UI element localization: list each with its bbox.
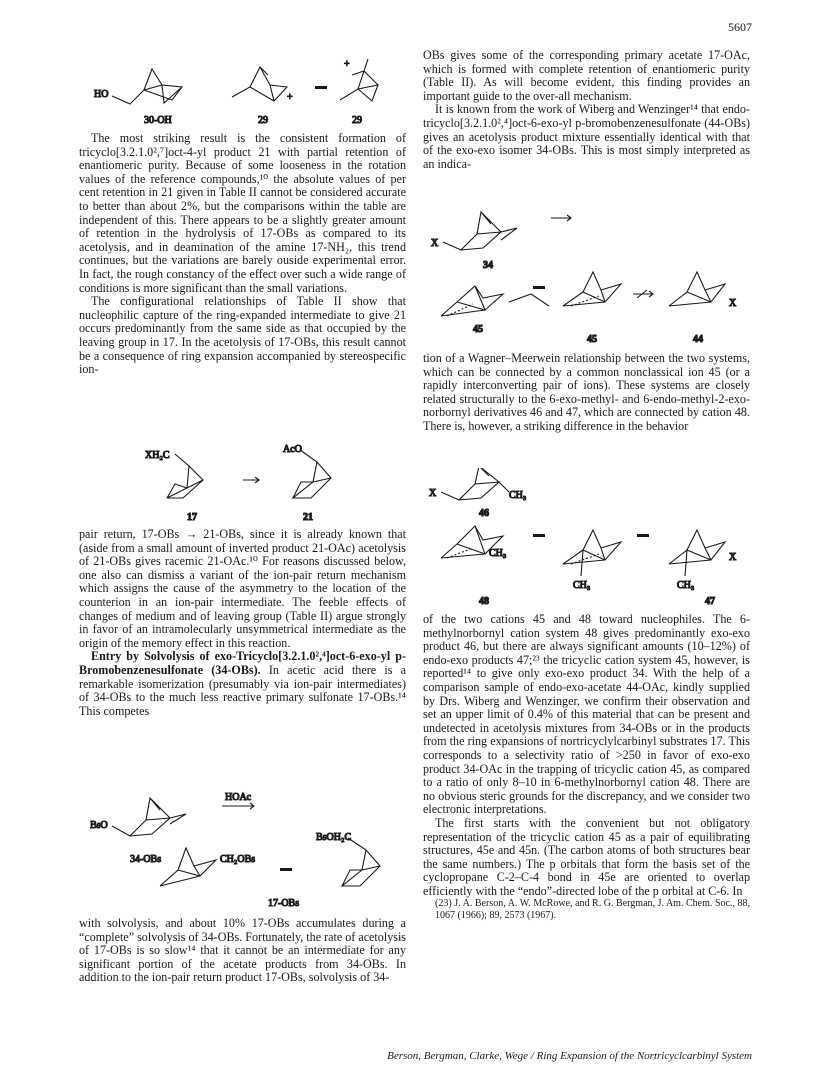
left-paragraph-4: Entry by Solvolysis of exo-Tricyclo[3.2.1.0²,⁴]oct-6-exo-yl p-Bromobenzenesulfonate (34-OBs). In acetic acid there is a remarkable isomerization (presumably via ion-pair intermediates) of 34-OBs to the much less reactive primary sulfonate 17-OBs.¹⁴ This competes [79, 649, 406, 718]
equilibrium-arrow-2 [280, 868, 292, 871]
equilibrium-arrow [315, 86, 327, 89]
page-number: 5607 [728, 20, 752, 34]
right-column [423, 49, 750, 171]
plus-b: + [344, 59, 350, 70]
label-47: 47 [705, 596, 715, 607]
xh2c-label: XH₂C [145, 450, 170, 461]
label-34: 34 [483, 260, 493, 271]
ho-label: HO [94, 89, 109, 100]
label-45b: 45 [587, 334, 597, 345]
right-paragraph-4: of the two cations 45 and 48 toward nucleophiles. The 6-methylnorbornyl cation system 48 gives predominantly exo-exo product 46, but there are always significant amounts (10–12%) of endo-exo products 47;²³ the tricyclic cation system 45, however, is reported¹⁴ to give only exo-exo product 34. With the help of a comparison sample of endo-exo-acetate 44-OAc, kindly supplied by Drs. Wiberg and Wenzinger, we confirm their observation and set an upper limit of 0.4% of this material that can be present and undetected in acetolysis mixtures from 34-OBs or in the products from the ring expansions of nortricyclylcarbinyl substrates 17. This corresponds to a selectivity ratio of >250 in favor of exo-exo product 34-OAc in the trapping of tricyclic cation 45, as compared to a ratio of only 8–10 in 6-methylnorbornyl cation 48. There are no obvious steric grounds for the discrepancy, and we consider two electronic interpretations. [423, 612, 750, 817]
section-heading: Entry by Solvolysis of exo-Tricyclo[3.2.1.0²,⁴]oct-6-exo-yl p-Bromobenzenesulfonate (34-OBs). [79, 649, 406, 677]
bsoh2c-label: BsOH₂C [316, 832, 352, 843]
label-34obs: 34-OBs [130, 854, 162, 865]
label-29b: 29 [352, 115, 362, 125]
ch3-label-c: CH₃ [573, 580, 591, 591]
ch3-label-d: CH₃ [677, 580, 695, 591]
x-label-3: X [429, 488, 437, 499]
right-paragraph-1: OBs gives some of the corresponding primary acetate 17-OAc, which is formed with complete retention of enantiomeric purity (Table II). As will become evident, this finding provides an important guide to the over-all mechanism. [423, 48, 750, 103]
right-paragraph-2: It is known from the work of Wiberg and Wenzinger¹⁴ that endo-tricyclo[3.2.1.0²,⁴]oct-6-exo-yl p-bromobenzenesulfonate (44-OBs) gives an acetolysis product mixture essentially identical with that of the exo-exo isomer 34-OBs. This is most simply interpreted as an indica- [423, 102, 750, 171]
right-column-lower [423, 613, 750, 922]
scheme-34obs-17obs [90, 778, 410, 908]
label-30oh: 30-OH [144, 115, 172, 125]
left-paragraph-5: with solvolysis, and about 10% 17-OBs accumulates during a “complete” solvolysis of 34-OBs. Fortunately, the rate of acetolysis of 17-OBs is so slow¹⁴ that it cannot be an intermediate for any significant portion of the acetate products from 34-OBs. In addition to the ion-pair return product 17-OBs, solvolysis of 34- [79, 916, 407, 985]
label-17: 17 [187, 512, 197, 523]
left-column-bottom [79, 917, 406, 985]
bso-label: BsO [90, 820, 108, 831]
scheme-46-48-47 [423, 468, 753, 618]
right-column-mid [423, 352, 750, 434]
label-17obs: 17-OBs [268, 898, 300, 908]
label-45a: 45 [473, 324, 483, 335]
x-label: X [431, 238, 439, 249]
aco-label: AcO [283, 444, 302, 455]
ch3-label-b: CH₃ [489, 548, 507, 559]
running-footer: Berson, Bergman, Clarke, Wege / Ring Expansion of the Nortricyclcarbinyl System [387, 1050, 752, 1062]
left-paragraph-2: The configurational relationships of Table II show that nucleophilic capture of the ring-expanded intermediate to give 21 occurs predominantly from the same side as that occupied by the leaving group in 17. In the acetolysis of 17-OBs, this result cannot be a consequence of ring expansion accompanied by stereospecific ion- [79, 294, 406, 377]
scheme-30oh-29 [82, 55, 407, 125]
label-48: 48 [479, 596, 489, 607]
label-44: 44 [693, 334, 703, 345]
x-label-4: X [729, 552, 737, 563]
label-46: 46 [479, 508, 489, 519]
footnote-23: (23) J. A. Berson, A. W. McRowe, and R. G. Bergman, J. Am. Chem. Soc., 88, 1067 (1966); 89, 2573 (1967). [435, 898, 750, 922]
left-paragraph-1: The most striking result is the consistent formation of tricyclo[3.2.1.0²,⁷]oct-4-yl product 21 with partial retention of enantiomeric purity. Because of some looseness in the rotation values of the reference compounds,¹⁰ the absolute values of per cent retention in 21 given in Table II cannot be considered accurate to better than about 2%, but the comparisons within the table are independent of this. There appears to be a slightly greater amount of retention in the hydrolysis of 17-OBs as compared to its acetolysis, and in deamination of the amine 17-NH₂, this trend continues, but the variations are barely ouside experimental error. In fact, the rough constancy of the effect over such a wide range of conditions is more significant than the small variations. [79, 131, 406, 295]
right-paragraph-3: tion of a Wagner–Meerwein relationship between the two systems, which can be connected by a common nonclassical ion 45 (or a rapidly interconverting pair of ions). These systems are closely related structurally to the 6-exo-methyl- and 6-endo-methyl-2-exo-norbornyl derivatives 46 and 47, which are connected by cation 48. There is, however, a striking difference in the behavior [423, 351, 750, 433]
plus-a: + [287, 92, 293, 103]
ch3-label: CH₃ [509, 490, 527, 501]
right-paragraph-5: The first starts with the convenient but not obligatory representation of the tricyclic cation 45 as a pair of equilibrating structures, 45e and 45n. (The carbon atoms of both structures bear the same numbers.) The p orbitals that form the basis set of the cyclopropane C-2–C-4 bond in 45e are oriented to overlap efficiently with the “endo”-directed lobe of the p orbital at C-6. In [423, 815, 750, 898]
label-21: 21 [303, 512, 313, 523]
scheme-17-21 [145, 440, 365, 525]
ch2obs-label: CH₂OBs [220, 854, 256, 865]
hoac-label: HOAc [225, 792, 252, 803]
x-label-2: X [729, 298, 737, 309]
left-column-lower [79, 528, 406, 718]
scheme-34-45-44 [423, 198, 753, 348]
left-column [79, 132, 406, 377]
label-29a: 29 [258, 115, 268, 125]
left-paragraph-3: pair return, 17-OBs → 21-OBs, since it is already known that (aside from a small amount of inverted product 21-OAc) acetolysis of 21-OBs gives racemic 21-OAc.¹⁰ For reasons discussed below, one also can dismiss a variant of the ion-pair return mechanism which assigns the cause of the asymmetry to the location of the counterion in an ion-pair intermediate. The feeble effects of changes of medium and of leaving group (Table II) argue strongly in favor of an intramolecularly unsymmetrical intermediate as the origin of the memory effect in this reaction. [79, 527, 406, 650]
